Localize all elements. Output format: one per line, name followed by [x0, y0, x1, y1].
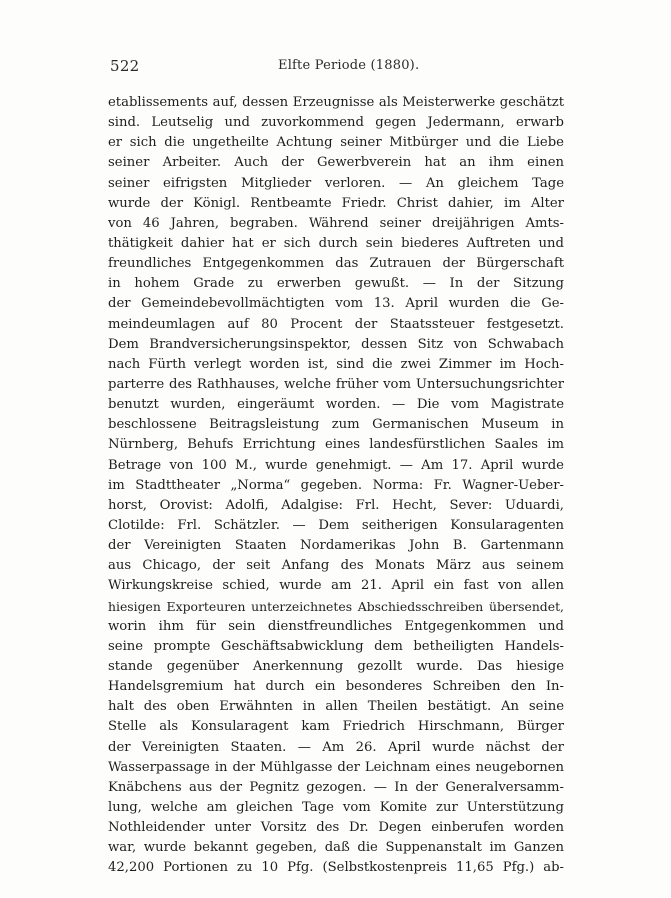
page-header: [108, 57, 564, 77]
text-line: wurde der Königl. Rentbeamte Friedr. Christ dahier, im Alter: [108, 195, 564, 211]
text-line: der Vereinigten Staaten Nordamerikas John B. Gartenmann: [108, 538, 564, 554]
text-line: benutzt wurden, eingeräumt worden. — Die vom Magistrate: [108, 397, 564, 413]
text-line: seine prompte Geschäftsabwicklung dem betheiligten Handels-: [108, 638, 564, 654]
text-line: 42,200 Portionen zu 10 Pfg. (Selbstkostenpreis 11,65 Pfg.) ab-: [108, 860, 564, 876]
text-line: Nothleidender unter Vorsitz des Dr. Degen einberufen worden: [108, 820, 564, 836]
text-line: seiner Arbeiter. Auch der Gewerbverein hat an ihm einen: [108, 155, 564, 171]
text-line: thätigkeit dahier hat er sich durch sein biederes Auftreten und: [108, 235, 564, 251]
text-line: parterre des Rathhauses, welche früher vom Untersuchungsrichter: [108, 376, 564, 392]
page-number: 522: [110, 57, 140, 75]
text-line: aus Chicago, der seit Anfang des Monats März aus seinem: [108, 558, 564, 574]
running-head: Elfte Periode (1880).: [278, 58, 420, 73]
text-line: meindeumlagen auf 80 Procent der Staatssteuer festgesetzt.: [108, 316, 564, 332]
text-line: der Vereinigten Staaten. — Am 26. April wurde nächst der: [108, 739, 564, 755]
text-line: Wasserpassage in der Mühlgasse der Leichnam eines neugebornen: [108, 759, 564, 775]
text-line: stande gegenüber Anerkennung gezollt wurde. Das hiesige: [108, 658, 564, 674]
text-line: war, wurde bekannt gegeben, daß die Suppenanstalt im Ganzen: [108, 840, 564, 856]
text-line: hiesigen Exporteuren unterzeichnetes Abschiedsschreiben übersendet,: [108, 598, 564, 614]
text-line: horst, Orovist: Adolfi, Adalgise: Frl. Hecht, Sever: Uduardi,: [108, 497, 564, 513]
text-line: in hohem Grade zu erwerben gewußt. — In der Sitzung: [108, 276, 564, 292]
text-line: Betrage von 100 M., wurde genehmigt. — Am 17. April wurde: [108, 457, 564, 473]
text-line: Clotilde: Frl. Schätzler. — Dem seitherigen Konsularagenten: [108, 517, 564, 533]
text-line: er sich die ungetheilte Achtung seiner Mitbürger und die Liebe: [108, 135, 564, 151]
text-line: Handelsgremium hat durch ein besonderes Schreiben den In-: [108, 679, 564, 695]
text-line: seiner eifrigsten Mitglieder verloren. — An gleichem Tage: [108, 175, 564, 191]
text-line: Nürnberg, Behufs Errichtung eines landesfürstlichen Saales im: [108, 437, 564, 453]
text-line: worin ihm für sein dienstfreundliches Entgegenkommen und: [108, 618, 564, 634]
body-text: [108, 93, 564, 878]
text-line: halt des oben Erwähnten in allen Theilen bestätigt. An seine: [108, 699, 564, 715]
text-line: nach Fürth verlegt worden ist, sind die zwei Zimmer im Hoch-: [108, 356, 564, 372]
text-line: etablissements auf, dessen Erzeugnisse als Meisterwerke geschätzt: [108, 95, 564, 110]
text-line: der Gemeindebevollmächtigten vom 13. April wurden die Ge-: [108, 296, 564, 312]
text-line: Wirkungskreise schied, wurde am 21. April ein fast von allen: [108, 578, 564, 594]
text-line: lung, welche am gleichen Tage vom Komite zur Unterstützung: [108, 799, 564, 815]
text-line: sind. Leutselig und zuvorkommend gegen Jedermann, erwarb: [108, 115, 564, 131]
text-line: im Stadttheater „Norma“ gegeben. Norma: Fr. Wagner-Ueber-: [108, 477, 564, 493]
text-line: Dem Brandversicherungsinspektor, dessen Sitz von Schwabach: [108, 336, 564, 352]
text-line: Stelle als Konsularagent kam Friedrich Hirschmann, Bürger: [108, 719, 564, 735]
text-line: freundliches Entgegenkommen das Zutrauen der Bürgerschaft: [108, 256, 564, 272]
text-line: beschlossene Beitragsleistung zum Germanischen Museum in: [108, 417, 564, 433]
text-line: Knäbchens aus der Pegnitz gezogen. — In der Generalversamm-: [108, 779, 564, 795]
text-line: von 46 Jahren, begraben. Während seiner dreijährigen Amts-: [108, 215, 564, 231]
